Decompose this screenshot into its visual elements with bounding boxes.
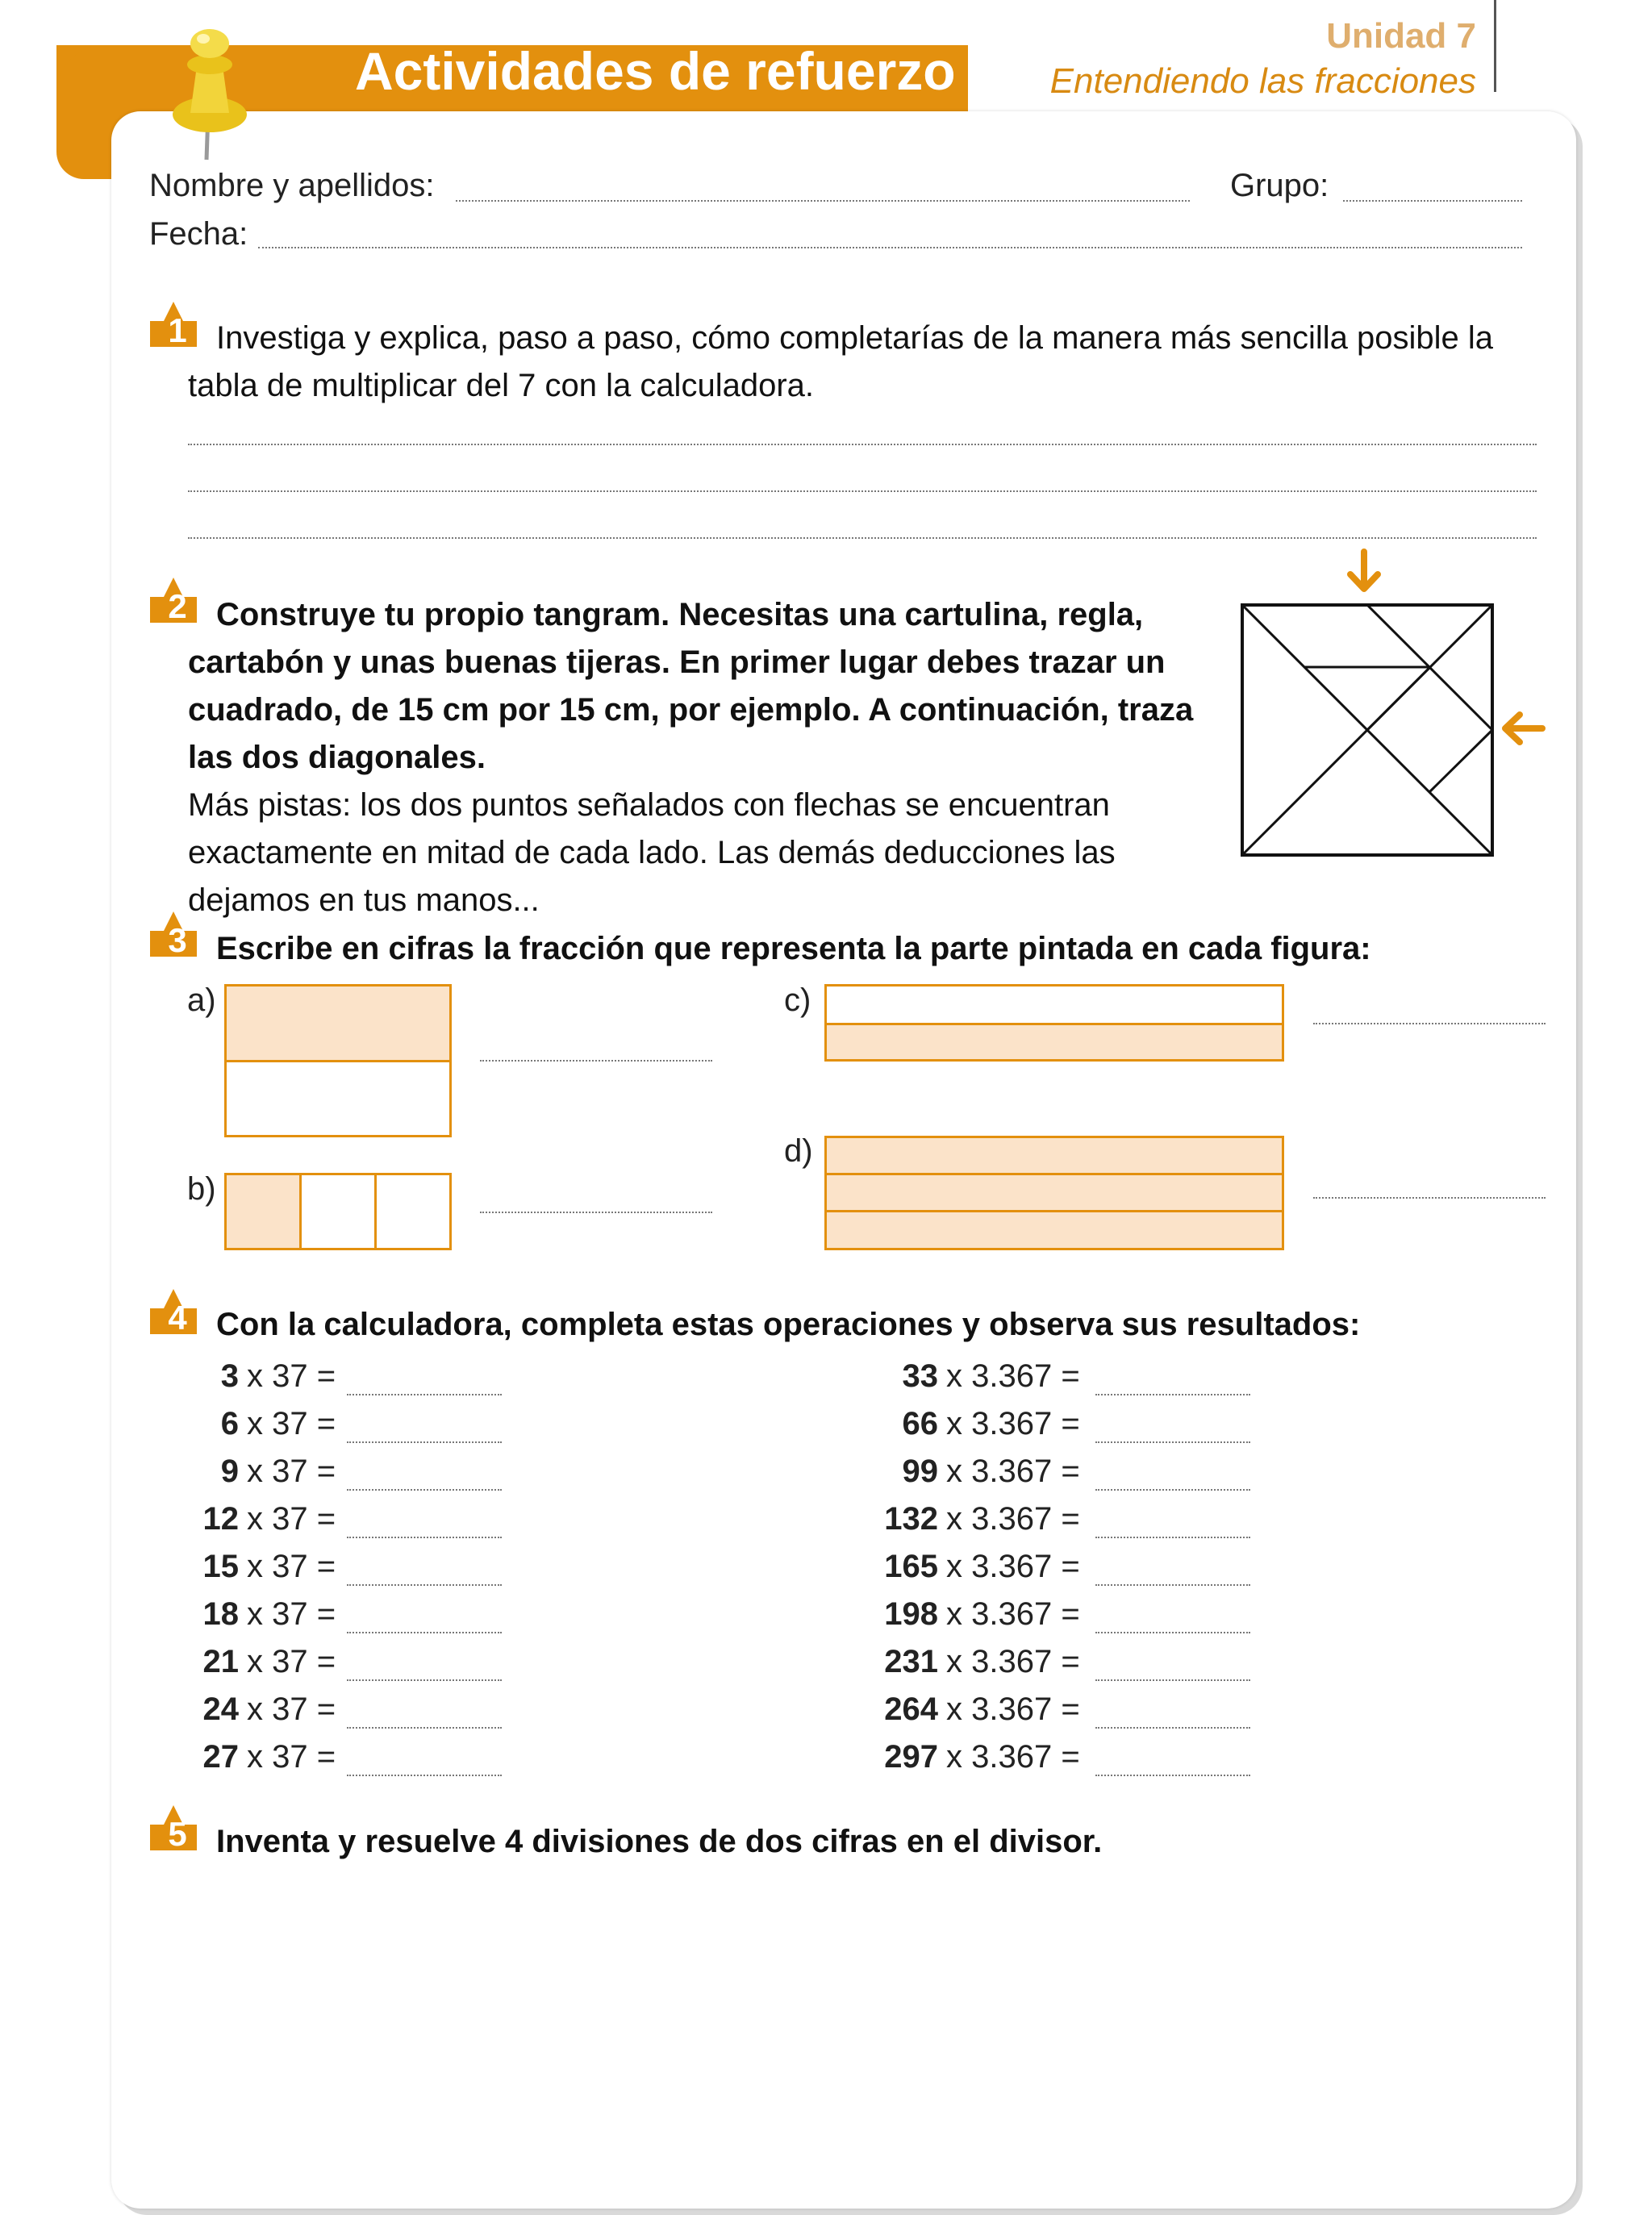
right-result-field-0[interactable] <box>1095 1394 1250 1395</box>
right-multiplier-1: x 3.367 = <box>946 1406 1080 1441</box>
arrow-left-icon <box>1497 708 1547 749</box>
left-multiplier-6: x 37 = <box>247 1644 336 1679</box>
left-factor-6: 21 <box>202 1644 239 1679</box>
task-4-text: Con la calculadora, completa estas operaciones y observa sus resultados: <box>216 1307 1361 1342</box>
task-5-text: Inventa y resuelve 4 divisiones de dos cifras en el divisor. <box>216 1824 1103 1859</box>
right-result-field-2[interactable] <box>1095 1489 1250 1491</box>
left-multiplier-3: x 37 = <box>247 1501 336 1537</box>
right-factor-5: 198 <box>884 1596 938 1632</box>
unit-divider <box>1494 0 1496 92</box>
answer-line-1[interactable] <box>188 444 1537 445</box>
answer-line-3[interactable] <box>188 537 1537 539</box>
figure-b-part <box>377 1175 449 1248</box>
right-result-field-4[interactable] <box>1095 1584 1250 1586</box>
task-5-number-icon <box>150 1804 197 1850</box>
figure-a-divider <box>227 1060 449 1062</box>
figure-b-shaded-part <box>227 1175 302 1248</box>
figure-a-label: a) <box>187 982 216 1018</box>
figure-a-shaded-part <box>227 987 449 1060</box>
svg-text:1: 1 <box>168 311 187 347</box>
right-result-field-1[interactable] <box>1095 1441 1250 1443</box>
figure-c <box>824 984 1284 1062</box>
right-factor-4: 165 <box>884 1549 938 1584</box>
name-field[interactable] <box>456 200 1190 202</box>
left-factor-8: 27 <box>202 1739 239 1775</box>
answer-a-field[interactable] <box>480 1060 712 1062</box>
left-result-field-4[interactable] <box>347 1584 502 1586</box>
svg-text:3: 3 <box>168 921 187 957</box>
left-result-field-6[interactable] <box>347 1679 502 1681</box>
left-result-field-5[interactable] <box>347 1632 502 1633</box>
figure-b <box>224 1173 452 1250</box>
left-multiplier-8: x 37 = <box>247 1739 336 1775</box>
name-label: Nombre y apellidos: <box>149 168 435 203</box>
answer-c-field[interactable] <box>1313 1023 1546 1024</box>
right-factor-1: 66 <box>902 1406 938 1441</box>
left-result-field-1[interactable] <box>347 1441 502 1443</box>
left-factor-3: 12 <box>202 1501 239 1537</box>
left-factor-0: 3 <box>220 1358 239 1394</box>
left-factor-5: 18 <box>202 1596 239 1632</box>
svg-text:4: 4 <box>168 1299 187 1334</box>
figure-d-shaded-part <box>827 1175 1282 1212</box>
figure-a <box>224 984 452 1137</box>
answer-b-field[interactable] <box>480 1212 712 1213</box>
right-factor-6: 231 <box>884 1644 938 1679</box>
left-result-field-8[interactable] <box>347 1775 502 1776</box>
right-multiplier-5: x 3.367 = <box>946 1596 1080 1632</box>
right-multiplier-0: x 3.367 = <box>946 1358 1080 1394</box>
task-2-text <box>188 591 1229 924</box>
date-field[interactable] <box>258 247 1522 248</box>
left-factor-2: 9 <box>220 1454 239 1489</box>
left-result-field-2[interactable] <box>347 1489 502 1491</box>
figure-c-label: c) <box>784 982 811 1018</box>
figure-d <box>824 1136 1284 1250</box>
arrow-down-icon <box>1344 549 1384 597</box>
right-multiplier-4: x 3.367 = <box>946 1549 1080 1584</box>
right-result-field-3[interactable] <box>1095 1537 1250 1538</box>
answer-d-field[interactable] <box>1313 1197 1546 1199</box>
task-1-text: Investiga y explica, paso a paso, cómo completarías de la manera más sencilla posible la tabla de multiplicar del 7 con la calculadora. <box>188 320 1494 403</box>
left-factor-4: 15 <box>202 1549 239 1584</box>
left-factor-1: 6 <box>220 1406 239 1441</box>
svg-text:2: 2 <box>168 587 187 623</box>
right-factor-7: 264 <box>884 1691 938 1727</box>
left-multiplier-4: x 37 = <box>247 1549 336 1584</box>
answer-line-2[interactable] <box>188 490 1537 492</box>
group-field[interactable] <box>1343 200 1522 202</box>
right-multiplier-8: x 3.367 = <box>946 1739 1080 1775</box>
right-factor-2: 99 <box>902 1454 938 1489</box>
right-multiplier-7: x 3.367 = <box>946 1691 1080 1727</box>
pushpin-icon <box>161 24 258 161</box>
right-factor-3: 132 <box>884 1501 938 1537</box>
right-result-field-5[interactable] <box>1095 1632 1250 1633</box>
task-2-hints: Más pistas: los dos puntos señalados con flechas se encuentran exactamente en mitad de cada lado. Las demás deducciones las dejamos en tus manos... <box>188 787 1116 918</box>
left-multiplier-2: x 37 = <box>247 1454 336 1489</box>
right-result-field-6[interactable] <box>1095 1679 1250 1681</box>
unit-title: Unidad 7 <box>1326 16 1476 56</box>
left-multiplier-1: x 37 = <box>247 1406 336 1441</box>
figure-b-part <box>302 1175 377 1248</box>
left-multiplier-7: x 37 = <box>247 1691 336 1727</box>
task-2-instructions: Construye tu propio tangram. Necesitas una cartulina, regla, cartabón y unas buenas tijeras. En primer lugar debes trazar un cuadrado, de 15 cm por 15 cm, por ejemplo. A continuación, traza las dos diagonales. <box>188 597 1194 775</box>
left-multiplier-0: x 37 = <box>247 1358 336 1394</box>
figure-b-label: b) <box>187 1171 216 1207</box>
left-multiplier-5: x 37 = <box>247 1596 336 1632</box>
right-multiplier-3: x 3.367 = <box>946 1501 1080 1537</box>
left-result-field-3[interactable] <box>347 1537 502 1538</box>
right-result-field-8[interactable] <box>1095 1775 1250 1776</box>
right-multiplier-6: x 3.367 = <box>946 1644 1080 1679</box>
figure-c-shaded-part <box>827 1025 1282 1059</box>
task-4-number-icon <box>150 1287 197 1334</box>
date-label: Fecha: <box>149 216 248 252</box>
page-title: Actividades de refuerzo <box>355 41 956 101</box>
group-label: Grupo: <box>1230 168 1329 203</box>
right-factor-0: 33 <box>902 1358 938 1394</box>
right-factor-8: 297 <box>884 1739 938 1775</box>
right-result-field-7[interactable] <box>1095 1727 1250 1729</box>
left-factor-7: 24 <box>202 1691 239 1727</box>
figure-d-label: d) <box>784 1133 813 1169</box>
figure-c-part <box>827 987 1282 1025</box>
svg-text:5: 5 <box>168 1815 187 1850</box>
left-result-field-7[interactable] <box>347 1727 502 1729</box>
task-3-text: Escribe en cifras la fracción que representa la parte pintada en cada figura: <box>216 931 1371 966</box>
figure-d-shaded-part <box>827 1212 1282 1248</box>
figure-d-shaded-part <box>827 1138 1282 1175</box>
right-multiplier-2: x 3.367 = <box>946 1454 1080 1489</box>
left-result-field-0[interactable] <box>347 1394 502 1395</box>
unit-subtitle: Entendiendo las fracciones <box>1049 61 1476 101</box>
